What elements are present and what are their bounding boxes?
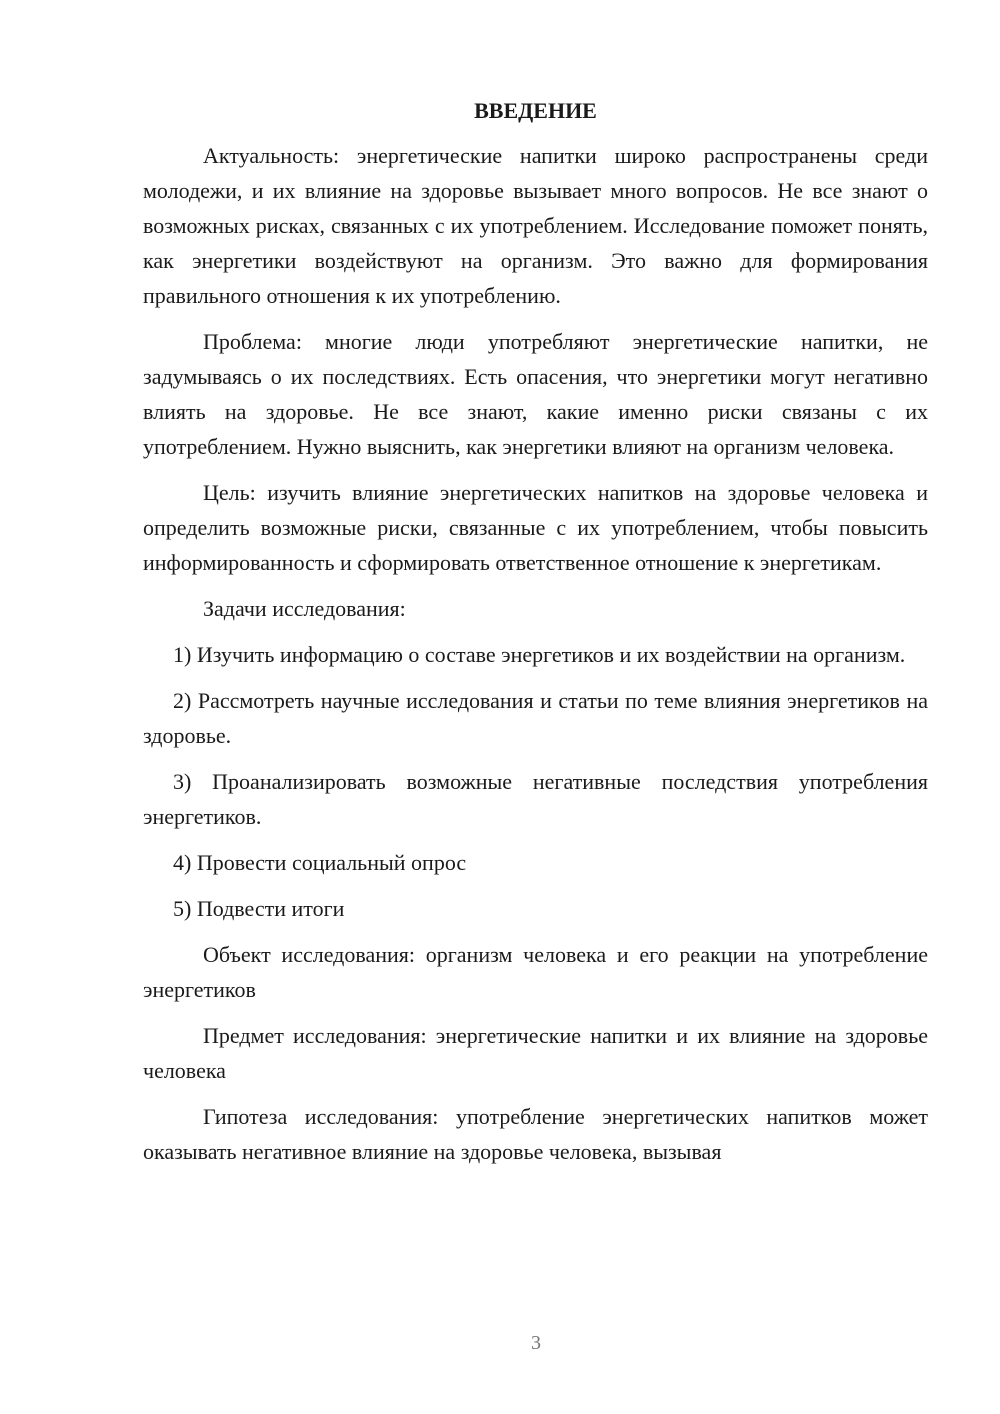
task-item-5: 5) Подвести итоги (173, 896, 345, 921)
task-item-3: 3) Проанализировать возможные негативные последствия употребления энергетиков. (143, 769, 928, 829)
tasks-heading: Задачи исследования: (203, 596, 406, 621)
section-title: ВВЕДЕНИЕ (474, 98, 597, 123)
paragraph-goal: Цель: изучить влияние энергетических напитков на здоровье человека и определить возможные риски, связанные с их употреблением, чтобы повысить информированность и сформировать ответственное отношение к энергетикам. (143, 480, 928, 575)
page-content (143, 96, 928, 1180)
page-number: 3 (531, 1332, 541, 1354)
paragraph-object: Объект исследования: организм человека и его реакции на употребление энергетиков (143, 942, 928, 1002)
task-item-2: 2) Рассмотреть научные исследования и статьи по теме влияния энергетиков на здоровье. (143, 688, 928, 748)
paragraph-hypothesis: Гипотеза исследования: употребление энергетических напитков может оказывать негативное влияние на здоровье человека, вызывая (143, 1104, 928, 1164)
task-item-4: 4) Провести социальный опрос (173, 850, 467, 875)
task-item-1: 1) Изучить информацию о составе энергетиков и их воздействии на организм. (173, 642, 906, 667)
paragraph-relevance: Актуальность: энергетические напитки широко распространены среди молодежи, и их влияние на здоровье вызывает много вопросов. Не все знают о возможных рисках, связанных с их употреблением. Исследование поможет понять, как энергетики воздействуют на организм. Это важно для формирования правильного отношения к их употреблению. (143, 143, 928, 308)
paragraph-subject: Предмет исследования: энергетические напитки и их влияние на здоровье человека (143, 1023, 928, 1083)
paragraph-problem: Проблема: многие люди употребляют энергетические напитки, не задумываясь о их последствиях. Есть опасения, что энергетики могут негативно влиять на здоровье. Не все знают, какие именно риски связаны с их употреблением. Нужно выяснить, как энергетики влияют на организм человека. (143, 329, 928, 459)
